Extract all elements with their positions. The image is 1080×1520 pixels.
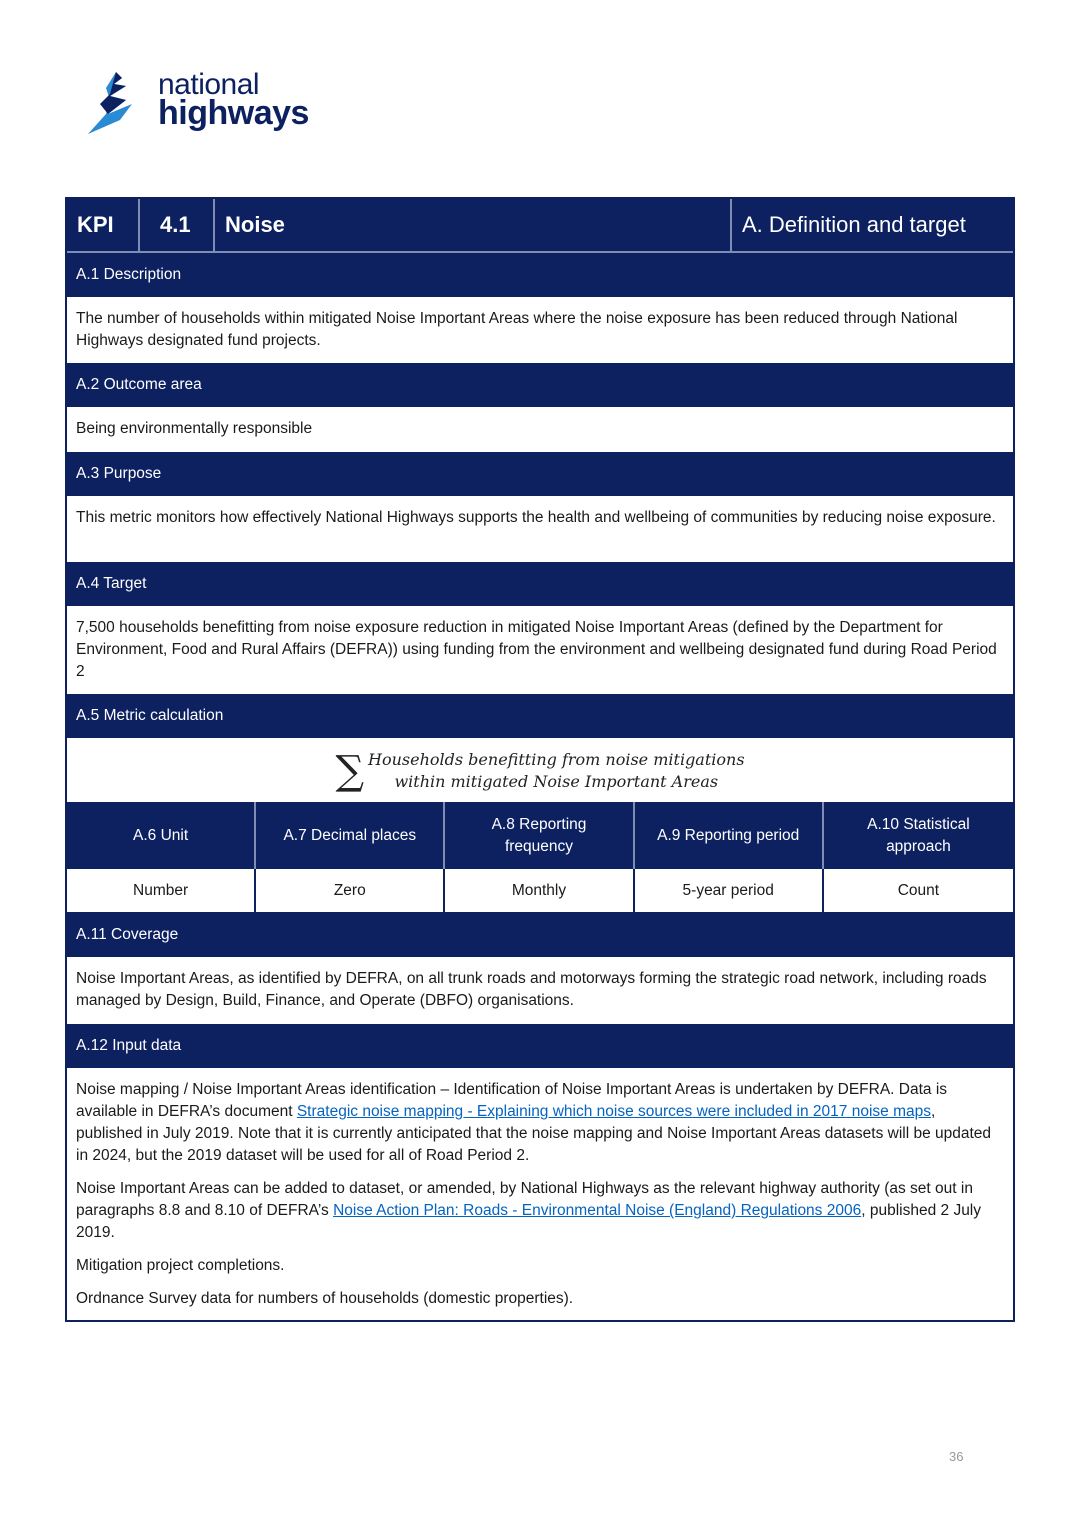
kpi-label: KPI	[67, 199, 140, 251]
metric-properties-grid	[67, 802, 1013, 913]
section-title: A. Definition and target	[742, 212, 966, 237]
a1-content: The number of households within mitigated Noise Important Areas where the noise exposure has been reduced through National Highways designated fund projects.	[67, 298, 1013, 363]
noise-action-plan-link[interactable]: Noise Action Plan: Roads - Environmental Noise (England) Regulations 2006	[333, 1202, 862, 1219]
logo-mark-icon	[86, 70, 156, 140]
kpi-header-row	[67, 199, 1013, 253]
input-data-paragraph-2	[76, 1178, 1004, 1244]
logo-text-national: national	[158, 68, 260, 101]
reporting-frequency-value: Monthly	[445, 869, 634, 913]
decimal-places-heading: A.7 Decimal places	[256, 802, 445, 869]
a12-content	[67, 1069, 1013, 1320]
kpi-table	[65, 197, 1015, 1322]
logo-text-highways: highways	[158, 94, 309, 132]
text: Noise Important Areas can be added to dataset, or amended, by National Highways as the relevant highway authority (as set out in paragraphs 8.8 and 8.10 of DEFRA’s	[76, 1180, 973, 1219]
a4-content: 7,500 households benefitting from noise exposure reduction in mitigated Noise Important Areas (defined by the Department for Environment, Food and Rural Affairs (DEFRA)) using funding from the environment and wellbeing designated fund during Road Period 2	[67, 607, 1013, 694]
a2-content: Being environmentally responsible	[67, 408, 1013, 452]
strategic-noise-mapping-link[interactable]: Strategic noise mapping - Explaining which noise sources were included in 2017 noise maps	[296, 1103, 931, 1120]
national-highways-logo	[86, 66, 326, 146]
text: Noise mapping / Noise Important Areas identification – Identification of Noise Important Areas is undertaken by DEFRA. Data is available in DEFRA’s document	[76, 1081, 948, 1120]
kpi-title: Noise	[215, 199, 732, 251]
a11-heading: A.11 Coverage	[67, 913, 1013, 958]
page-number: 36	[949, 1449, 964, 1464]
reporting-period-value: 5-year period	[635, 869, 824, 913]
formula-line-1: Households benefitting from noise mitigations	[368, 749, 745, 769]
a4-heading: A.4 Target	[67, 562, 1013, 607]
a1-heading: A.1 Description	[67, 253, 1013, 298]
a5-heading: A.5 Metric calculation	[67, 694, 1013, 739]
sum-symbol: ∑	[335, 747, 365, 794]
a3-content: This metric monitors how effectively National Highways supports the health and wellbeing of communities by reducing noise exposure.	[67, 497, 1013, 562]
statistical-approach-heading: A.10 Statistical approach	[824, 802, 1013, 869]
formula-line-2: within mitigated Noise Important Areas	[394, 771, 719, 791]
reporting-period-heading: A.9 Reporting period	[635, 802, 824, 869]
a3-heading: A.3 Purpose	[67, 452, 1013, 497]
unit-heading: A.6 Unit	[67, 802, 256, 869]
statistical-approach-value: Count	[824, 869, 1013, 913]
reporting-frequency-heading: A.8 Reporting frequency	[445, 802, 634, 869]
a12-heading: A.12 Input data	[67, 1024, 1013, 1069]
input-data-paragraph-1	[76, 1079, 1004, 1167]
decimal-places-value: Zero	[256, 869, 445, 913]
kpi-number: 4.1	[140, 199, 215, 251]
a11-content: Noise Important Areas, as identified by DEFRA, on all trunk roads and motorways forming the strategic road network, including roads managed by Design, Build, Finance, and Operate (DBFO) organisations.	[67, 958, 1013, 1024]
input-data-paragraph-4: Ordnance Survey data for numbers of households (domestic properties).	[76, 1290, 574, 1307]
metric-formula	[67, 739, 1013, 802]
a2-heading: A.2 Outcome area	[67, 363, 1013, 408]
unit-value: Number	[67, 869, 256, 913]
input-data-paragraph-3: Mitigation project completions.	[76, 1257, 285, 1274]
text: , published in July 2019. Note that it is currently anticipated that the noise mapping and Noise Important Areas datasets will be updated in 2024, but the 2019 dataset will be used for all of Road Period 2.	[76, 1103, 992, 1164]
text: , published 2 July 2019.	[76, 1202, 982, 1241]
